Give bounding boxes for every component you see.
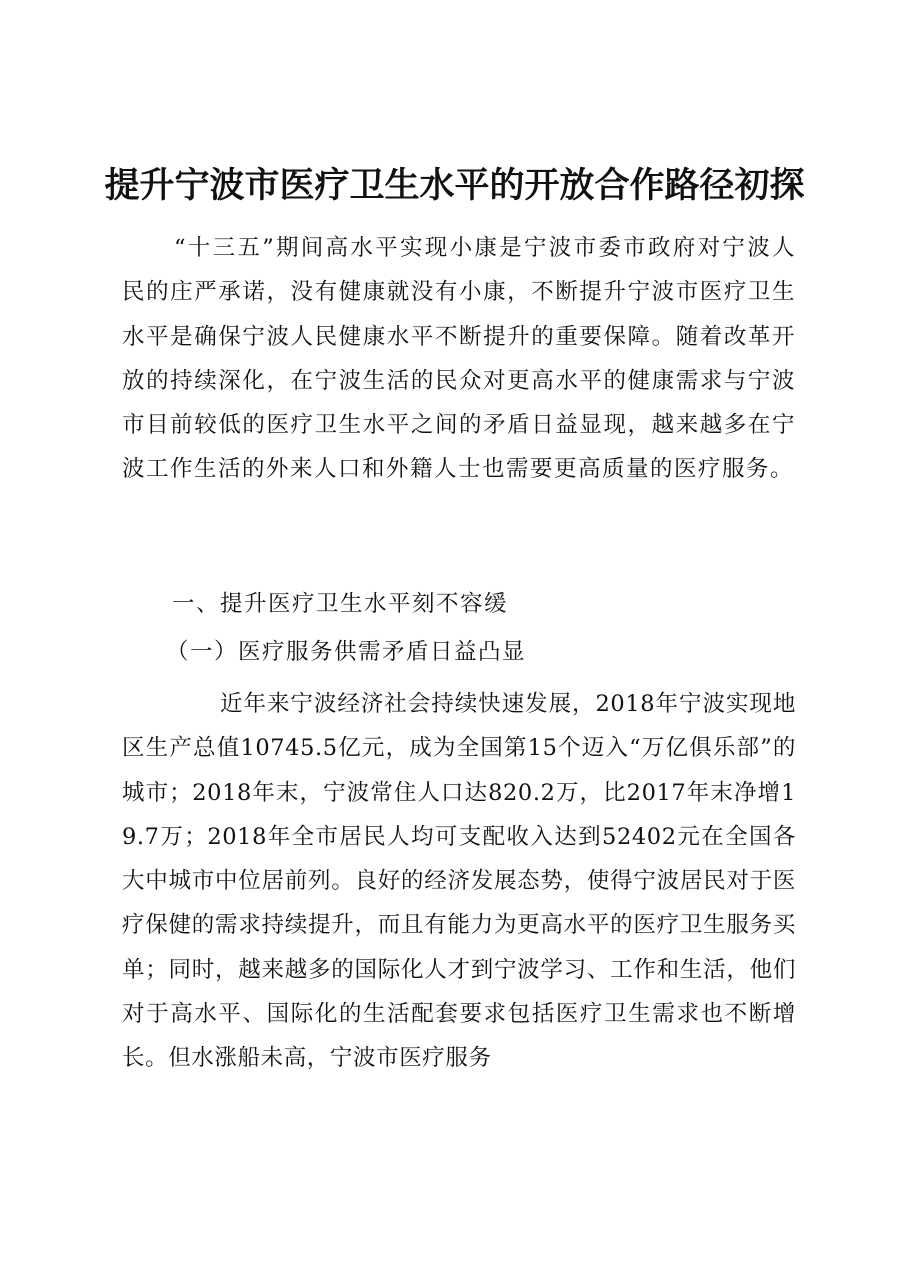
intro-paragraph: “十三五”期间高水平实现小康是宁波市委市政府对宁波人民的庄严承诺，没有健康就没有小康，不断提升宁波市医疗卫生水平是确保宁波人民健康水平不断提升的重要保障。随着改革开放的持续深化，在宁波生活的民众对更高水平的健康需求与宁波市目前较低的医疗卫生水平之间的矛盾日益显现，越来越多在宁波工作生活的外来人口和外籍人士也需要更高质量的医疗服务。 [122,235,796,483]
document-title: 提升宁波市医疗卫生水平的开放合作路径初探 [104,166,805,206]
body-paragraph: 近年来宁波经济社会持续快速发展，2018年宁波实现地区生产总值10745.5亿元，成为全国第15个迈入“万亿俱乐部”的城市；2018年末，宁波常住人口达820.2万，比2017年末净增19.7万；2018年全市居民人均可支配收入达到52402元在全国各大中城市中位居前列。良好的经济发展态势，使得宁波居民对于医疗保健的需求持续提升，而且有能力为更高水平的医疗卫生服务买单；同时，越来越多的国际化人才到宁波学习、工作和生活，他们对于高水平、国际化的生活配套要求包括医疗卫生需求也不断增长。但水涨船未高，宁波市医疗服务 [122,691,796,1072]
section-heading: 一、提升医疗卫生水平刻不容缓 [172,591,509,617]
subsection-heading: （一）医疗服务供需矛盾日益凸显 [166,639,527,665]
